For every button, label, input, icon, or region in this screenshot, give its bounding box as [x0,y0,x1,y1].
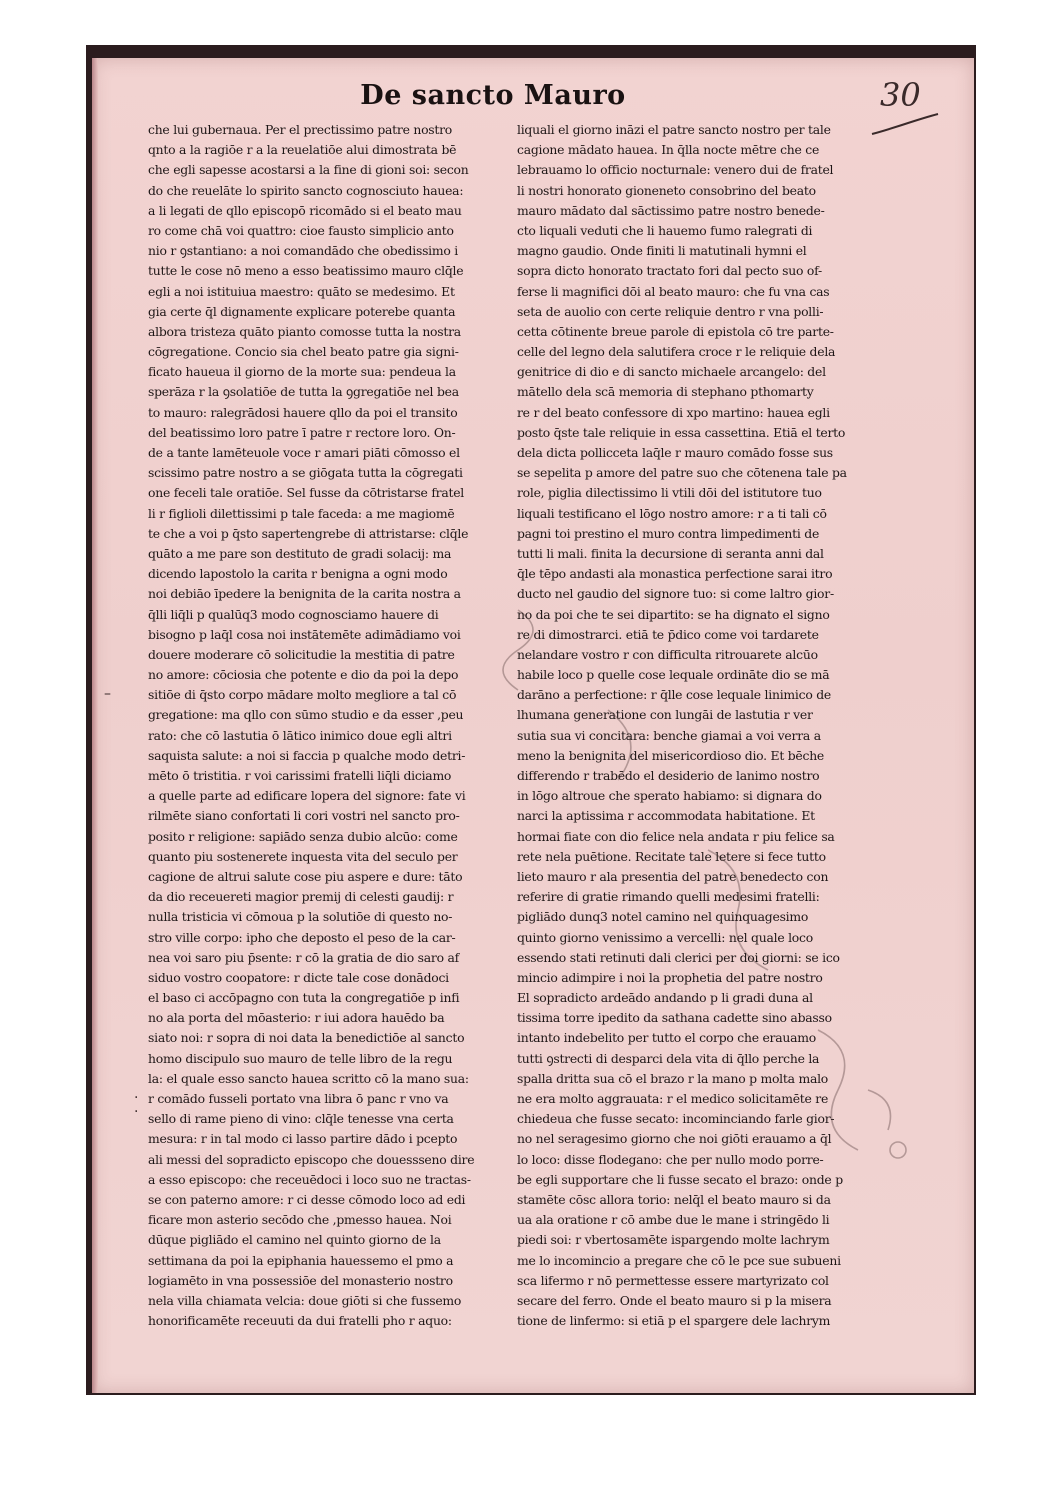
text-line: hormai fiate con dio felice nela andata r piu felice sa [517,828,835,844]
text-line: seta de auolio con certe reliquie dentro r vna polli- [517,303,824,319]
text-line: rilmēte siano confortati li cori vostri nel sancto pro- [148,808,460,824]
left-text-column [148,120,493,1331]
text-line: li r figlioli dilettissimi p tale faceda: a me magiomē [148,505,455,521]
text-line: pagni toi prestino el muro contra limpedimenti de [517,525,820,541]
text-line: cto liquali veduti che li hauemo fumo ralegrati di [517,222,813,238]
text-line: rete nela puētione. Recitate tale letere si fece tutto [517,848,826,864]
text-line: cetta cōtinente breue parole di epistola cō tre parte- [517,323,834,339]
text-line: mincio adimpire i noi la prophetia del patre nostro [517,969,823,985]
text-line: no amore: cōciosia che potente e dio da poi la depo [148,667,459,683]
text-line: tissima torre ipedito da sathana cadette sino abasso [517,1010,832,1026]
text-line: albora tristeza quāto pianto comosse tutta la nostra [148,323,461,339]
text-line: posito r religione: sapiādo senza dubio alcūo: come [148,828,458,844]
text-line: a quelle parte ad edificare lopera del signore: fate vi [148,788,466,804]
text-line: se con paterno amore: r ci desse cōmodo loco ad edi [148,1191,466,1207]
page-edge [92,58,98,1393]
right-text-column [517,120,862,1331]
text-line: no nel seragesimo giorno che noi giōti erauamo a q̄l [517,1131,832,1147]
text-line: li nostri honorato gioneneto consobrino del beato [517,182,816,198]
text-line: siduo vostro coopatore: r dicte tale cose donādoci [148,969,449,985]
text-line: q̄le tēpo andasti ala monastica perfectione sarai itro [517,566,833,582]
text-line: stro ville corpo: ipho che deposto el peso de la car- [148,929,456,945]
text-line: a esso episcopo: che receuēdoci i loco suo ne tractas- [148,1171,471,1187]
text-line: tutti ꝯstrecti di desparci dela vita di q̄llo perche la [517,1050,820,1066]
text-line: chiedeua che fusse secato: incominciando farle gior- [517,1111,835,1127]
text-line: darāno a perfectione: r q̄lle cose lequale linimico de [517,687,831,703]
text-line: re r del beato confessore di xpo martino: hauea egli [517,404,830,420]
text-line: del beatissimo loro patre ī patre r rectore loro. On- [148,424,456,440]
text-line: pigliādo dunq3 notel camino nel quinquagesimo [517,909,809,925]
text-line: referire di gratie rimando quelli medesimi fratelli: [517,889,820,905]
folio-underline-icon [870,112,940,138]
text-line: el baso ci accōpagno con tuta la congregatiōe p infi [148,990,460,1006]
text-line: la: el quale esso sancto hauea scritto cō la mano sua: [148,1070,469,1086]
text-line: dicendo lapostolo la carita r benigna a ogni modo [148,566,448,582]
text-line: bisogno p laq̄l cosa noi instātemēte adimādiamo voi [148,626,461,642]
text-line: ficato haueua il giorno de la morte sua: pendeua la [148,364,456,380]
text-line: ua ala oratione r cō ambe due le mane i stringēdo li [517,1212,830,1228]
text-line: one feceli tale oratiōe. Sel fusse da cōtristarse fratel [148,485,464,501]
text-line: spalla dritta sua cō el brazo r la mano p molta malo [517,1070,829,1086]
text-line: mesura: r in tal modo ci lasso partire dādo i pcepto [148,1131,458,1147]
margin-dot-icon: · [134,1090,139,1106]
text-line: gregatione: ma qllo con sūmo studio e da esser ,peu [148,707,464,723]
text-line: lieto mauro r ala presentia del patre benedecto con [517,868,829,884]
text-line: lhumana generatione con lungāi de lastutia r ver [517,707,813,723]
text-line: no ala porta del mōasterio: r iui adora hauēdo ba [148,1010,445,1026]
text-line: nio r ꝯstantiano: a noi comandādo che obedissimo i [148,243,458,259]
text-line: be egli supportare che li fusse secato el brazo: onde p [517,1171,843,1187]
text-line: cōgregatione. Concio sia chel beato patre gia signi- [148,344,459,360]
text-line: El sopradicto ardeādo andando p li gradi duna al [517,990,813,1006]
text-line: liquali testificano el lōgo nostro amore: r a ti tali cō [517,505,827,521]
text-line: me lo incomincio a pregare che cō le pce sue subueni [517,1252,841,1268]
text-line: qnto a la ragiōe r a la reuelatiōe alui dimostrata bē [148,142,457,158]
text-line: logiamēto in vna possessiōe del monasterio nostro [148,1272,453,1288]
text-line: quinto giorno venissimo a vercelli: nel quale loco [517,929,813,945]
text-line: a li legati de qllo episcopō ricomādo si el beato mau [148,202,462,218]
text-line: to mauro: ralegrādosi hauere qllo da poi el transito [148,404,458,420]
text-line: quanto piu sostenerete inquesta vita del seculo per [148,848,458,864]
text-line: mātello dela scā memoria di stephano pthomarty [517,384,814,400]
text-line: sperāza r la ꝯsolatiōe de tutta la ꝯgregatiōe nel bea [148,384,459,400]
text-line: lebrauamo lo officio nocturnale: venero dui de fratel [517,162,834,178]
text-line: stamēte cōsc allora torio: nelq̄l el beato mauro si da [517,1191,831,1207]
running-head: De sancto Mauro [360,80,626,111]
text-line: meno la benignita del misericordioso dio. Et bēche [517,747,825,763]
text-line: de a tante lamēteuole voce r amari piāti cōmosso el [148,445,460,460]
text-line: piedi soi: r vbertosamēte ispargendo molte lachrym [517,1232,830,1248]
text-line: secare del ferro. Onde el beato mauro si p la misera [517,1292,832,1308]
text-line: sca lifermo r nō permettesse essere martyrizato col [517,1272,829,1288]
text-line: egli a noi istituiua maestro: quāto se medesimo. Et [148,283,455,299]
text-line: liquali el giorno ināzi el patre sancto nostro per tale [517,122,831,137]
text-line: ne era molto aggrauata: r el medico solicitamēte re [517,1091,829,1106]
text-line: cagione mādato hauea. In q̄lla nocte mētre che ce [517,142,820,158]
text-line: tutti li mali. finita la decursione di seranta anni dal [517,545,824,561]
text-line: siato noi: r sopra di noi data la benedictiōe al sancto [148,1030,465,1046]
text-line: rato: che cō lastutia ō lātico inimico doue egli altri [148,727,452,743]
text-line: habile loco p quelle cose lequale ordināte dio se mā [517,667,830,683]
text-line: ficare mon asterio secōdo che ,pmesso hauea. Noi [148,1212,452,1228]
text-line: che lui gubernaua. Per el prectissimo patre nostro [148,122,453,137]
margin-dash-icon: – [104,686,111,702]
text-line: r comādo fusseli portato vna libra ō panc r vno va [148,1091,449,1106]
text-line: scissimo patre nostro a se giōgata tutta la cōgregati [148,465,463,481]
text-line: cagione de altrui salute cose piu aspere e dure: tāto [148,868,463,884]
text-line: nela villa chiamata velcia: doue giōti si che fussemo [148,1292,462,1308]
text-line: mēto ō tristitia. r voi carissimi fratelli liq̄li diciamo [148,768,452,783]
text-line: tione de linfermo: si etiā p el spargere dele lachrym [517,1313,831,1329]
text-line: narci la aptissima r accommodata habitatione. Et [517,808,815,824]
text-line: sello di rame pieno di vino: clq̄le tenesse vna certa [148,1111,454,1127]
text-line: se sepelita p amore del patre suo che cōtenena tale pa [517,465,847,481]
text-line: ferse li magnifici dōi al beato mauro: che fu vna cas [517,283,830,299]
text-line: intanto indebelito per tutto el corpo che erauamo [517,1030,816,1046]
text-line: re di dimostrarci. etiā te p̄dico come voi tardarete [517,626,819,642]
text-line: te che a voi p q̄sto sapertengrebe di attristarse: clq̄le [148,525,469,541]
text-line: celle del legno dela salutifera croce r le reliquie dela [517,344,836,360]
text-line: sitiōe di q̄sto corpo mādare molto megliore a tal cō [148,687,457,703]
text-line: mauro mādato dal sāctissimo patre nostro benede- [517,202,825,218]
text-line: honorificamēte receuuti da dui fratelli pho r aquo: [148,1313,452,1329]
text-line: nelandare vostro r con difficulta ritrouarete alcūo [517,646,818,662]
text-line: sutia sua vi concitara: benche giamai a voi verra a [517,727,821,743]
text-line: settimana da poi la epiphania hauessemo el pmo a [148,1252,454,1268]
text-line: ro come chā voi quattro: cioe fausto simplicio anto [148,222,454,238]
text-line: essendo stati retinuti dali clerici per doi giorni: se ico [517,949,840,965]
text-line: role, piglia dilectissimo li vtili dōi del istitutore tuo [517,485,822,501]
text-line: da dio receuereti magior premij di celesti gaudij: r [148,889,454,905]
text-line: quāto a me pare son destituto de gradi solacij: ma [148,545,452,561]
text-line: no da poi che te sei dipartito: se ha dignato el signo [517,606,830,622]
text-line: differendo r trabēdo el desiderio de lanimo nostro [517,768,820,783]
folio-number: 30 [880,76,921,114]
text-line: nea voi saro piu p̄sente: r cō la gratia de dio saro af [148,949,459,965]
text-line: gia certe q̄l dignamente explicare poterebe quanta [148,303,456,319]
text-line: saquista salute: a noi si faccia p qualche modo detri- [148,747,466,763]
text-line: posto q̄ste tale reliquie in essa cassettina. Etiā el terto [517,424,846,440]
text-line: tutte le cose nō meno a esso beatissimo mauro clq̄le [148,263,464,279]
text-line: dela dicta pollicceta laq̄le r mauro comādo fosse sus [517,445,833,460]
text-line: noi debiāo īpedere la benignita de la carita nostra a [148,586,461,602]
text-line: ali messi del sopradicto episcopo che douessseno dire [148,1151,475,1167]
text-line: homo discipulo suo mauro de telle libro de la regu [148,1050,453,1066]
text-line: in lōgo altroue che sperato habiamo: si dignara do [517,788,822,804]
text-line: dūque pigliādo el camino nel quinto giorno de la [148,1232,441,1248]
text-line: q̄lli liq̄li p qualūq3 modo cognosciamo hauere di [148,606,439,622]
text-line: magno gaudio. Onde finiti li matutinali hymni el [517,243,807,259]
text-line: douere moderare cō solicitudie la mestitia di patre [148,646,455,662]
text-line: ducto nel gaudio del signore tuo: si come laltro gior- [517,586,834,602]
text-line: lo loco: disse flodegano: che per nullo modo porre- [517,1151,824,1167]
text-line: do che reuelāte lo spirito sancto cognosciuto hauea: [148,182,464,198]
text-line: sopra dicto honorato tractato fori dal pecto suo of- [517,263,822,279]
text-line: genitrice di dio e di sancto michaele arcangelo: del [517,364,826,380]
margin-dot-icon: · [134,1104,139,1120]
text-line: che egli sapesse acostarsi a la fine di gioni soi: secon [148,162,469,178]
text-line: nulla tristicia vi cōmoua p la solutiōe di questo no- [148,909,453,925]
